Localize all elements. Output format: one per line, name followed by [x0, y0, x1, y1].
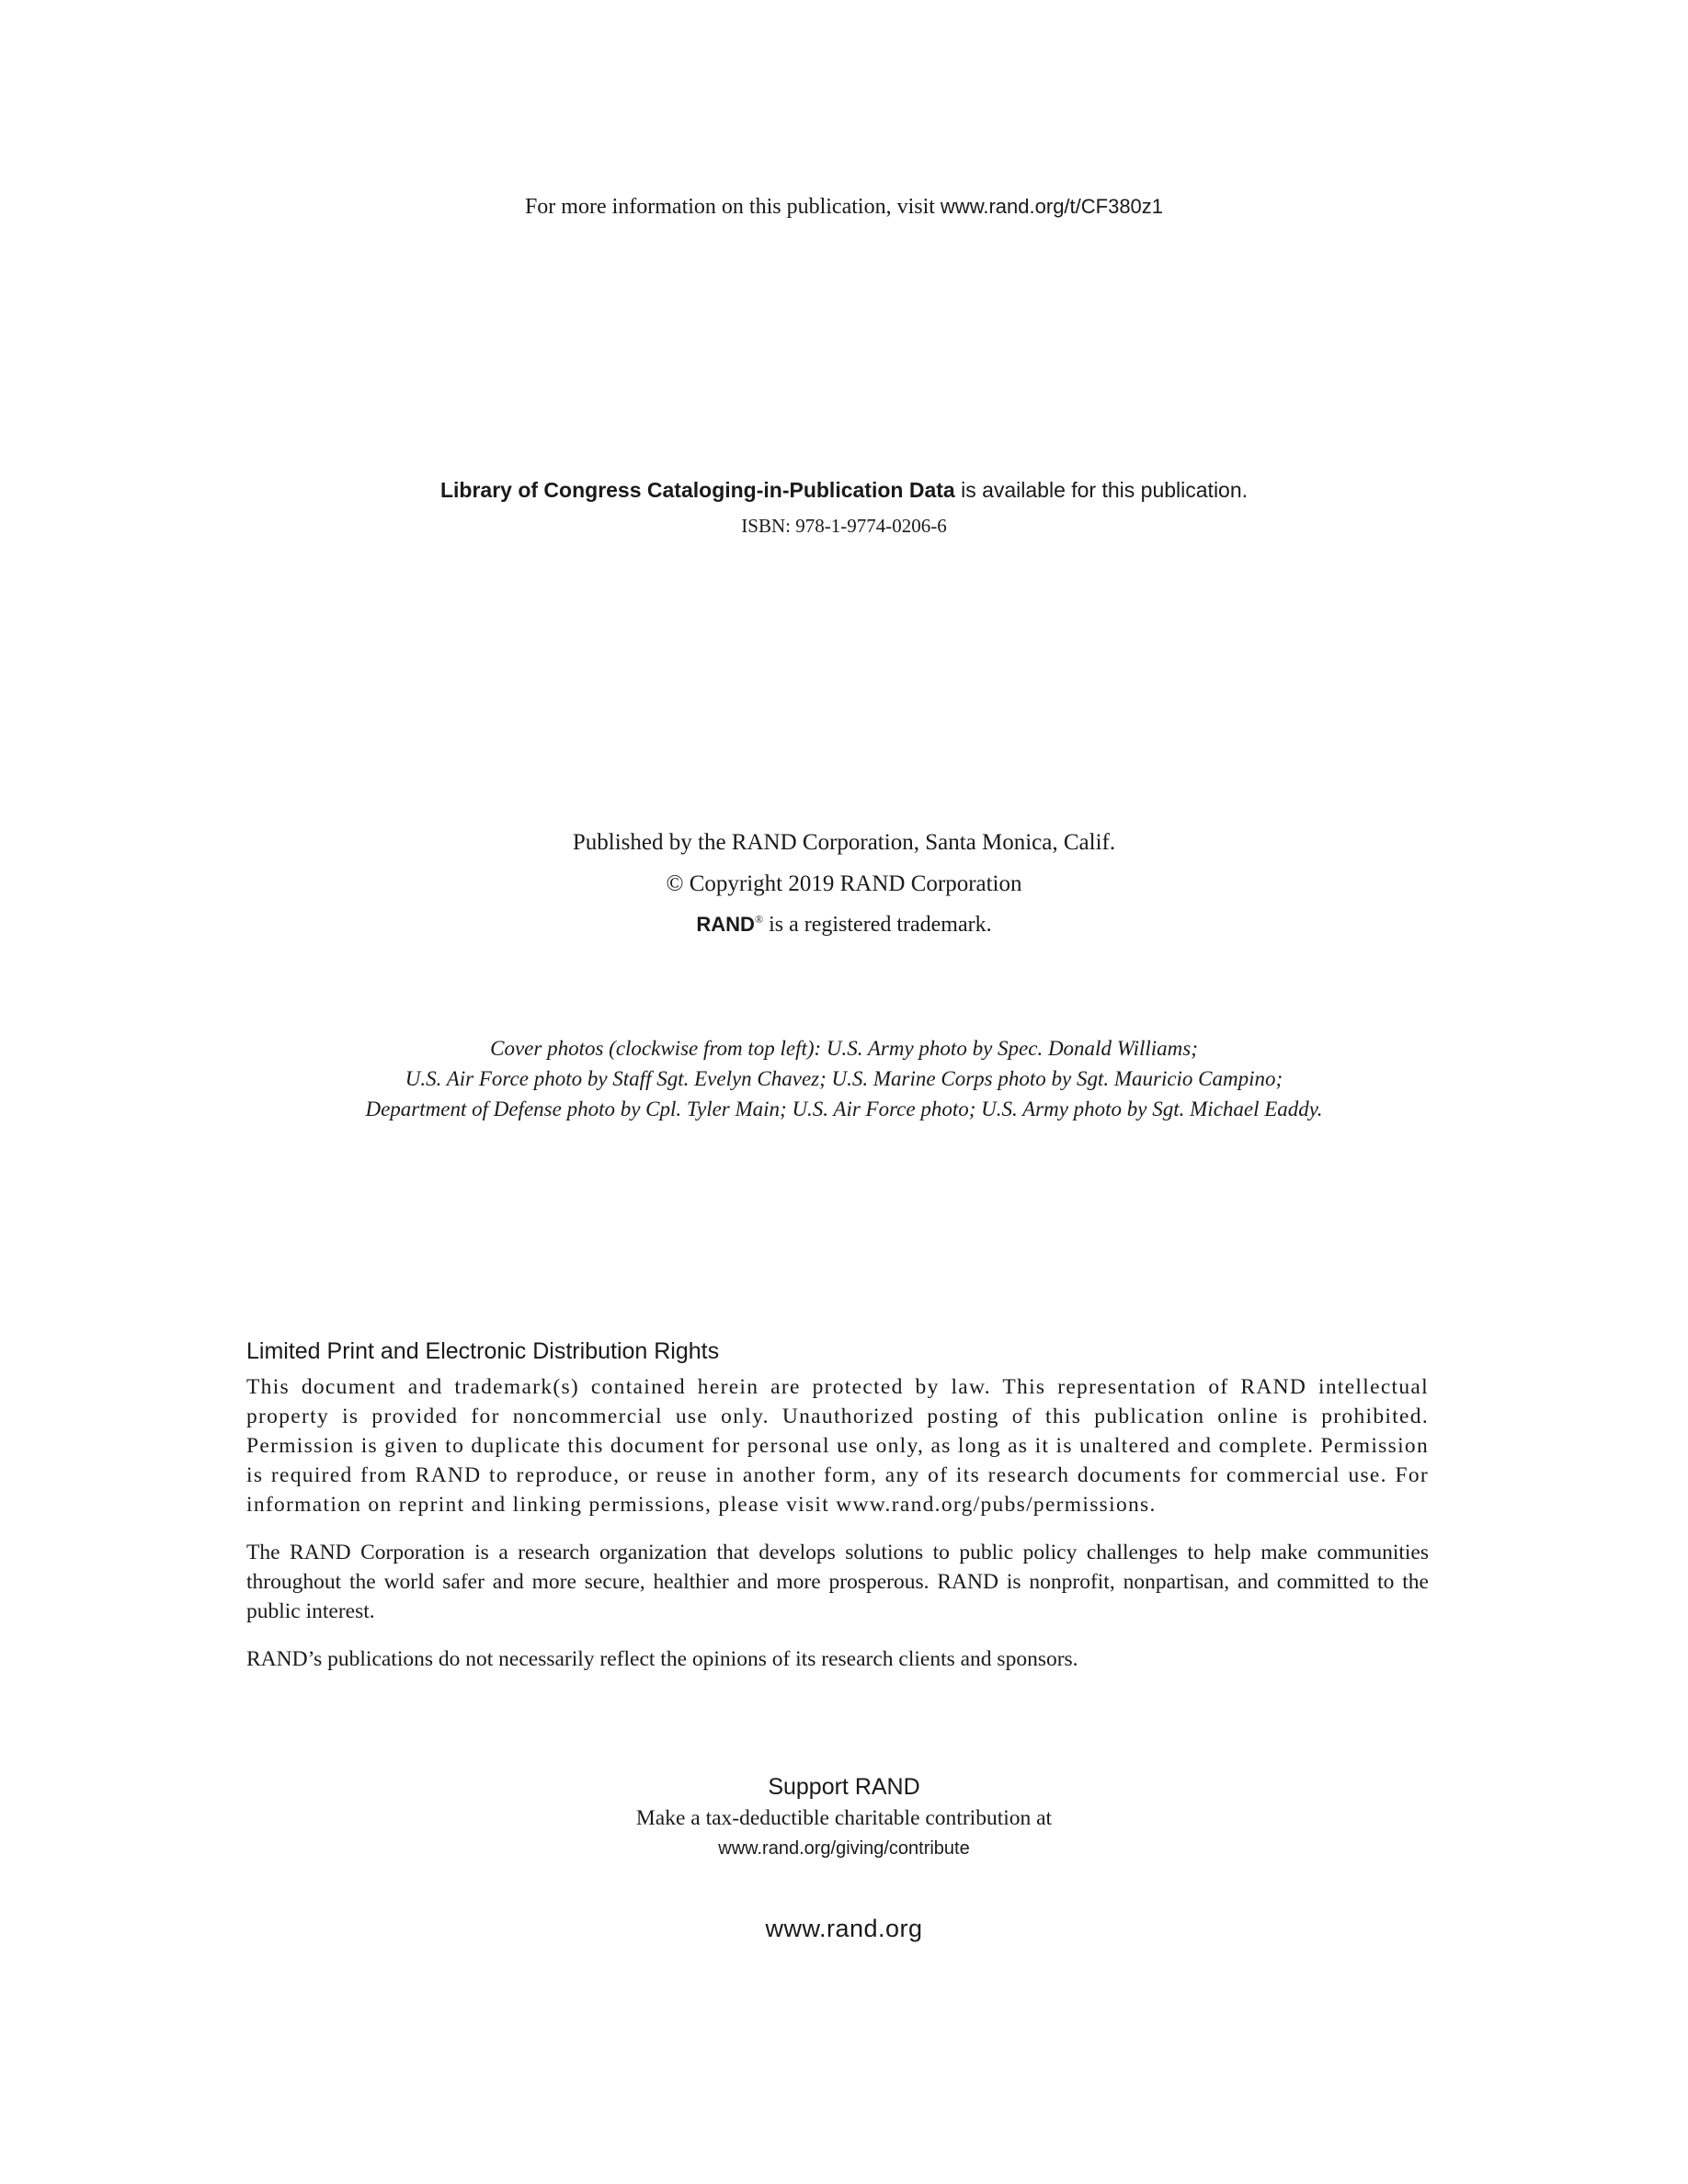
- trademark-text: is a registered trademark.: [763, 913, 992, 937]
- cataloging-line: [0, 478, 1688, 503]
- support-rand-block: [0, 1770, 1688, 1863]
- registered-symbol: ®: [754, 913, 764, 926]
- isbn: ISBN: 978-1-9774-0206-6: [741, 515, 947, 537]
- cataloging-title: Library of Congress Cataloging-in-Publication Data: [439, 478, 955, 502]
- distribution-rights-section: [246, 1338, 1429, 1692]
- rights-paragraph: This document and trademark(s) contained herein are protected by law. This representation of RAND intellectual property is provided for noncommercial use only. Unauthorized posting of this publication online is prohibited. Permission is given to duplicate this document for personal use only, as long as it is unaltered and complete. Permission is required from RAND to reproduce, or reuse in another form, any of its research documents for commercial use. For information on reprint and linking permissions, please visit www.rand.org/pubs/permissions.: [246, 1375, 1429, 1517]
- rand-wordmark: RAND: [696, 913, 755, 936]
- cataloging-availability: is available for this publication.: [954, 478, 1249, 502]
- more-info-text: For more information on this publication, visit: [524, 195, 941, 219]
- more-info-line: [0, 195, 1688, 220]
- trademark-line: [0, 913, 1688, 938]
- cover-photo-credits: [0, 1033, 1688, 1124]
- about-rand-paragraph: The RAND Corporation is a research organization that develops solutions to public policy challenges to help make communities throughout the world safer and more secure, healthier and more prosperous. RAND is nonprofit, nonpartisan, and committed to the public interest.: [246, 1541, 1429, 1623]
- cover-credit-line: U.S. Air Force photo by Staff Sgt. Evelyn Chavez; U.S. Marine Corps photo by Sgt. Mauricio Campino;: [405, 1067, 1283, 1090]
- copyright-line: © Copyright 2019 RAND Corporation: [666, 871, 1022, 896]
- cover-credit-line: Cover photos (clockwise from top left): U.S. Army photo by Spec. Donald Williams;: [490, 1037, 1198, 1060]
- contribute-link[interactable]: www.rand.org/giving/contribute: [718, 1838, 970, 1859]
- support-text: Make a tax-deductible charitable contribution at: [635, 1806, 1053, 1830]
- publication-link[interactable]: www.rand.org/t/CF380z1: [940, 195, 1164, 218]
- publisher-line: Published by the RAND Corporation, Santa Monica, Calif.: [572, 830, 1116, 855]
- rights-heading: Limited Print and Electronic Distribution Rights: [246, 1338, 720, 1364]
- rand-website-link[interactable]: www.rand.org: [765, 1915, 923, 1942]
- cover-credit-line: Department of Defense photo by Cpl. Tyler Main; U.S. Air Force photo; U.S. Army photo by Sgt. Michael Eaddy.: [365, 1098, 1323, 1120]
- support-heading: Support RAND: [768, 1774, 920, 1800]
- disclaimer-paragraph: RAND’s publications do not necessarily reflect the opinions of its research clients and sponsors.: [246, 1647, 1078, 1671]
